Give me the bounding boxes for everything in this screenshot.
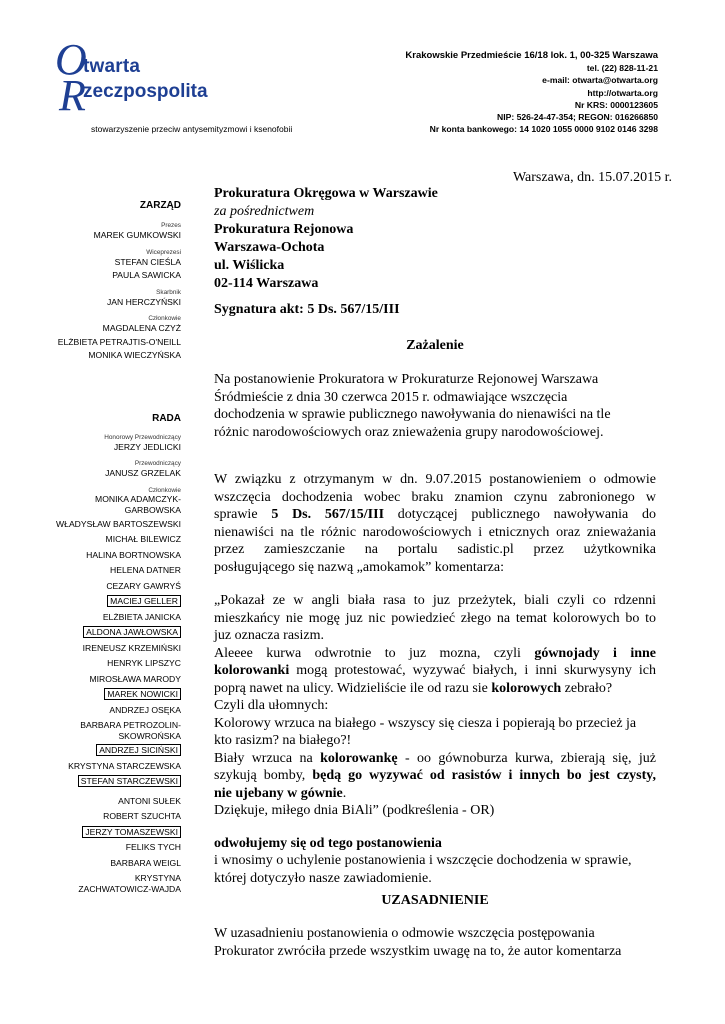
- member-name: KRYSTYNA ZACHWATOWICZ-WAJDA: [78, 873, 181, 894]
- member-name-boxed: MAREK NOWICKI: [104, 688, 181, 700]
- text-line: wszczęcia dochodzenia wobec braku znamion czynu zabronionego w: [214, 489, 656, 505]
- text-span: dotyczącej publicznego nawoływania do: [397, 507, 656, 522]
- recipient-line: Prokuratura Okręgowa w Warszawie: [214, 186, 438, 201]
- member-name: ROBERT SZUCHTA: [103, 811, 181, 821]
- text-line: mieszkańcy nie mogę juz nic powiedzieć złego na temat kolorowych bo to: [214, 610, 656, 626]
- paragraph-justification: [214, 925, 656, 960]
- contact-krs: Nr KRS: 0000123605: [574, 99, 658, 110]
- role-label: Wiceprezesi: [146, 248, 181, 256]
- organization-logo: [55, 35, 315, 138]
- member-name-boxed: JERZY TOMASZEWSKI: [82, 826, 181, 838]
- member-name: HENRYK LIPSZYC: [107, 658, 181, 668]
- member-name: FELIKS TYCH: [125, 842, 181, 852]
- role-label: Skarbnik: [156, 288, 181, 296]
- member-name: [40, 775, 181, 789]
- role-label: Prezes: [161, 222, 181, 229]
- text-line: Czyli dla ułomnych:: [214, 698, 329, 713]
- appeal-statement: odwołujemy się od tego postanowienia: [214, 835, 442, 851]
- logo-tagline: stowarzyszenie przeciw antysemityzmowi i ksenofobii: [91, 124, 293, 134]
- recipient-line: ul. Wiślicka: [214, 258, 285, 273]
- member-name: MIROSŁAWA MARODY: [89, 673, 181, 684]
- member-name: WŁADYSŁAW BARTOSZEWSKI: [56, 518, 181, 529]
- emphasis-span: gównojady i inne: [534, 645, 656, 661]
- letter-title: Zażalenie: [406, 338, 464, 353]
- text-line: kto rasizm? na białego?!: [214, 733, 352, 748]
- logo-letter-o: O: [55, 35, 87, 84]
- member-name: BARBARA WEIGL: [110, 857, 181, 868]
- contact-phone: tel. (22) 828-11-21: [586, 63, 658, 74]
- member-name: STEFAN CIEŚLA: [114, 256, 181, 267]
- member-name: [40, 688, 181, 702]
- text-line: przez zamieszczanie na portalu sadistic.pl przez użytkownika: [214, 542, 656, 557]
- recipient-line: Prokuratura Rejonowa: [214, 222, 354, 237]
- quoted-comment: [214, 592, 656, 887]
- member-name: MONIKA ADAMCZYK-GARBOWSKA: [95, 493, 181, 515]
- member-name: ANTONI SUŁEK: [118, 795, 181, 806]
- case-reference: Sygnatura akt: 5 Ds. 567/15/III: [214, 302, 400, 317]
- text-line: [214, 506, 656, 524]
- logo-word-rzeczpospolita: zeczpospolita: [83, 81, 208, 102]
- emphasis-span: kolorowankę: [320, 750, 398, 766]
- member-name: [40, 826, 181, 840]
- text-line: W uzasadnieniu postanowienia o odmowie wszczęcia postępowania: [214, 926, 595, 941]
- contact-address: Krakowskie Przedmieście 16/18 lok. 1, 00-325 Warszawa: [405, 50, 658, 61]
- contact-email[interactable]: e-mail: otwarta@otwarta.org: [542, 75, 658, 86]
- role-label: Członkowie: [148, 486, 181, 494]
- text-line: [214, 680, 656, 698]
- letter-date: Warszawa, dn. 15.07.2015 r.: [512, 170, 672, 185]
- recipient-line: za pośrednictwem: [214, 204, 315, 219]
- member-name: ELŻBIETA JANICKA: [102, 611, 181, 622]
- member-name: HELENA DATNER: [110, 565, 181, 575]
- emphasis-span: kolorowanki: [214, 663, 290, 678]
- text-line: różnic narodowościowych oraz znieważenia grupy narodowościowej.: [214, 424, 604, 440]
- member-name: [40, 744, 181, 758]
- logo-word-otwarta: twarta: [83, 56, 141, 77]
- member-name: MICHAŁ BILEWICZ: [105, 534, 181, 544]
- member-name: IRENEUSZ KRZEMIŃSKI: [82, 642, 181, 653]
- contact-block: [405, 50, 658, 135]
- text-line: [214, 645, 656, 663]
- emphasis-span: nie ujebany w gównie: [214, 785, 343, 801]
- text-line: posługującego się nazwą „amokamok” komentarza:: [214, 559, 504, 575]
- member-name: KRYSTYNA STARCZEWSKA: [68, 760, 181, 771]
- text-span: poprą nawet na ulicy. Widzieliście ile od razu sie: [214, 680, 492, 696]
- member-name-boxed: STEFAN STARCZEWSKI: [78, 775, 181, 787]
- member-name: MAGDALENA CZYŻ: [102, 323, 181, 333]
- emphasis-span: kolorowych: [491, 680, 562, 696]
- contact-nip-regon: NIP: 526-24-47-354; REGON: 016266850: [497, 112, 658, 123]
- text-line: [214, 767, 656, 785]
- contact-website[interactable]: http://otwarta.org: [587, 87, 658, 98]
- role-label: Przewodniczący: [134, 460, 181, 467]
- member-name: BARBARA PETROZOLIN-SKOWROŃSKA: [80, 720, 181, 741]
- text-span: mogą protestować, wyzywać białych, i inni skurwysyny ich: [289, 663, 656, 678]
- text-span: - oo gównoburza kurwa, zbierają się, już: [397, 750, 656, 766]
- text-line: Prokurator zwróciła przede wszystkim uwagę na to, że autor komentarza: [214, 943, 622, 959]
- member-name: CEZARY GAWRYŚ: [106, 580, 181, 591]
- role-label: Członkowie: [148, 315, 181, 322]
- role-label: Honorowy Przewodniczący: [104, 433, 181, 441]
- member-name: MONIKA WIECZYŃSKA: [88, 350, 181, 360]
- member-name: JERZY JEDLICKI: [113, 441, 181, 452]
- sidebar-board-list: [40, 200, 181, 895]
- text-span: Aleeee kurwa odwrotnie to juz mozna, czyli: [214, 645, 535, 661]
- text-line: i wnosimy o uchylenie postanowienia i wszczęcie dochodzenia w sprawie,: [214, 853, 632, 868]
- member-name-boxed: ANDRZEJ SICIŃSKI: [96, 744, 181, 756]
- recipient-line: 02-114 Warszawa: [214, 276, 319, 291]
- contact-bank-account: Nr konta bankowego: 14 1020 1055 0000 9102 0146 3298: [429, 124, 658, 135]
- paragraph-context: [214, 471, 656, 576]
- member-name: MAREK GUMKOWSKI: [93, 230, 181, 240]
- text-line: dochodzenia w sprawie publicznego nawoływania do nienawiści na tle: [214, 407, 611, 422]
- logo-letter-r: R: [59, 71, 86, 120]
- text-line: [214, 785, 656, 803]
- text-line: Na postanowienie Prokuratora w Prokuraturze Rejonowej Warszawa: [214, 372, 599, 387]
- text-span: zebrało?: [561, 680, 613, 696]
- text-line: Śródmieście z dnia 30 czerwca 2015 r. odmawiające wszczęcia: [214, 389, 568, 405]
- text-line: [214, 750, 656, 768]
- text-line: Dziękuje, miłego dnia BiAli” (podkreślenia - OR): [214, 803, 495, 818]
- member-name: [40, 626, 181, 640]
- text-line: nienawiści na tle różnic narodowościowych i etnicznych oraz znieważania: [214, 524, 656, 540]
- member-name: JANUSZ GRZELAK: [105, 468, 181, 478]
- paragraph-intro: [214, 371, 656, 441]
- text-span: sprawie: [214, 507, 258, 522]
- case-number-inline: 5 Ds. 567/15/III: [271, 507, 385, 522]
- text-line: „Pokazał ze w angli biała rasa to juz przeżytek, biali czyli co rdzenni: [214, 593, 656, 608]
- recipient-line: Warszawa-Ochota: [214, 240, 325, 255]
- text-span: Biały wrzuca na: [214, 750, 321, 766]
- text-line: W związku z otrzymanym w dn. 9.07.2015 postanowieniem o odmowie: [214, 472, 656, 487]
- member-name-boxed: ALDONA JAWŁOWSKA: [83, 626, 181, 638]
- text-span: .: [342, 785, 347, 801]
- rada-heading: RADA: [152, 412, 181, 424]
- text-line: której dotyczyło nasze zawiadomienie.: [214, 870, 432, 886]
- text-line: juz oznacza rasizm.: [214, 628, 324, 643]
- member-name: HALINA BORTNOWSKA: [86, 549, 181, 560]
- text-span: szykują bomby,: [214, 768, 313, 783]
- member-name: [40, 595, 181, 609]
- recipient-address: [214, 185, 656, 293]
- member-name: JAN HERCZYŃSKI: [106, 296, 181, 307]
- member-name-boxed: MACIEJ GELLER: [107, 595, 181, 607]
- emphasis-span: będą go wyzywać od rasistów i innych bo jest czysty,: [312, 768, 656, 783]
- justification-heading: UZASADNIENIE: [381, 893, 489, 908]
- member-name: ELŻBIETA PETRAJTIS-O'NEILL: [57, 336, 181, 347]
- zarzad-heading: ZARZĄD: [139, 200, 181, 211]
- text-line: Kolorowy wrzuca na białego - wszyscy się ciesza i popierają bo przecież ja: [214, 715, 637, 731]
- member-name: ANDRZEJ OSĘKA: [109, 704, 181, 715]
- text-line: [214, 662, 656, 680]
- member-name: PAULA SAWICKA: [112, 270, 181, 280]
